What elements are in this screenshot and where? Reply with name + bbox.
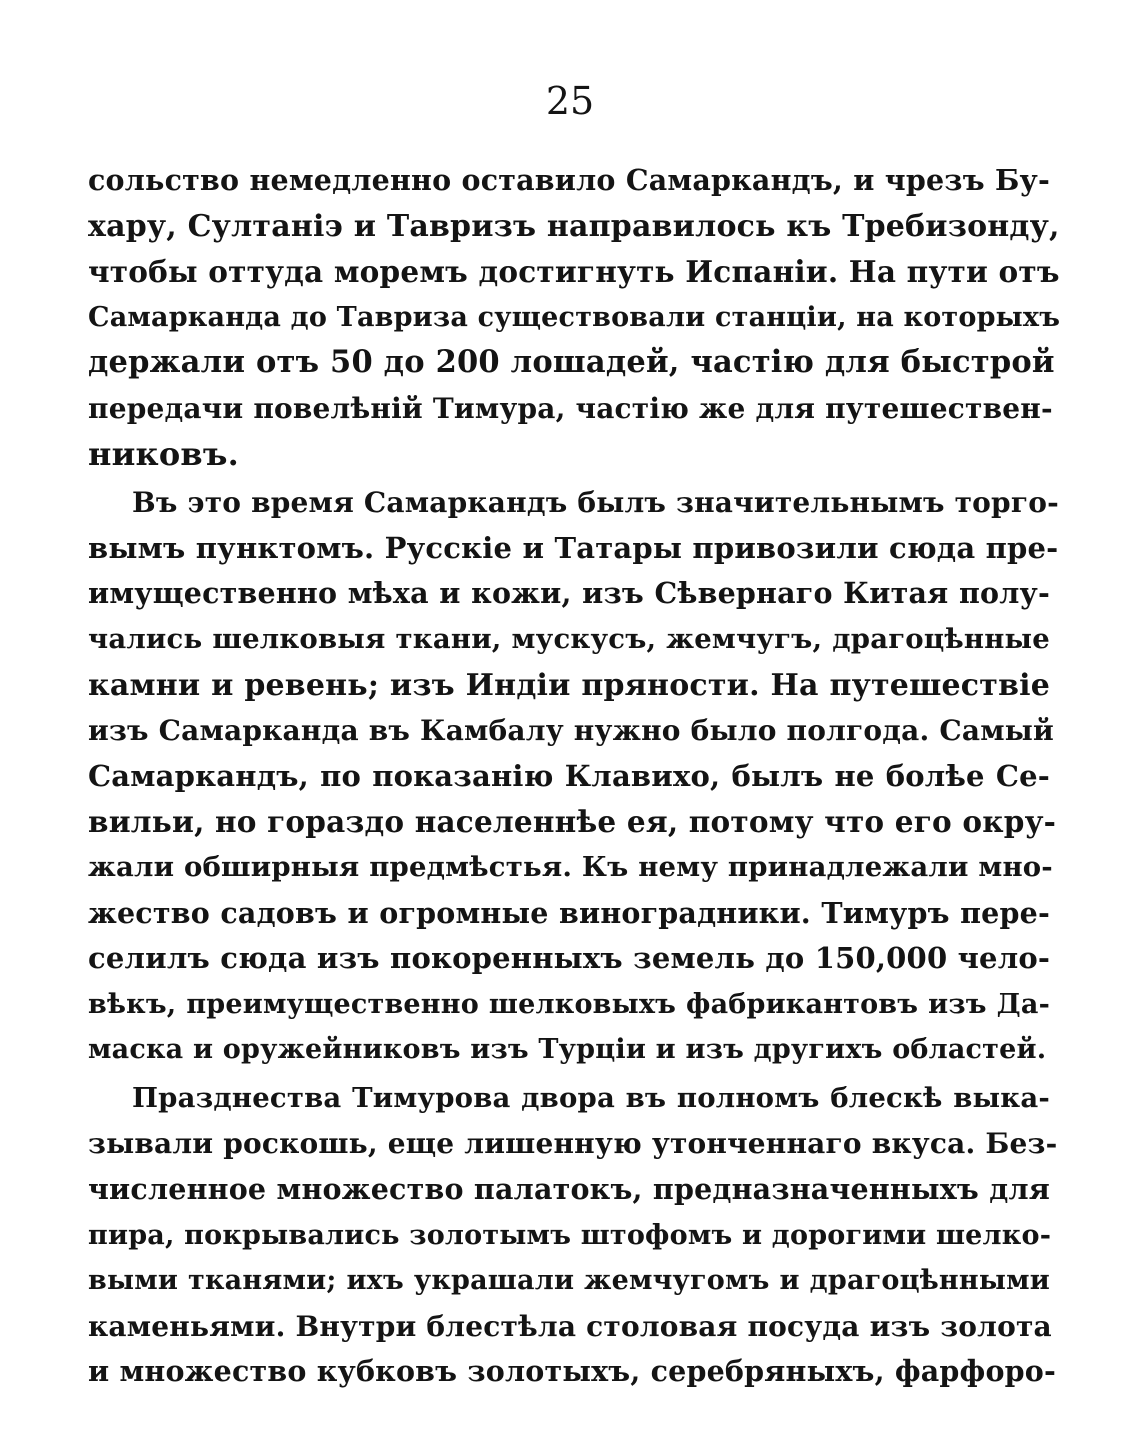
text-line: вымъ пунктомъ. Русскіе и Татары привозили сюда пре- bbox=[88, 530, 1059, 565]
text-line: пира, покрывались золотымъ штофомъ и дорогими шелко- bbox=[88, 1219, 1052, 1251]
text-line: выми тканями; ихъ украшали жемчугомъ и драгоцѣнными bbox=[88, 1265, 1050, 1297]
text-line: зывали роскошь, еще лишенную утонченнаго вкуса. Без- bbox=[88, 1127, 1058, 1161]
text-line: селилъ сюда изъ покоренныхъ земель до 150,000 чело- bbox=[88, 941, 1051, 976]
text-line: чтобы оттуда моремъ достигнуть Испаніи. На пути отъ bbox=[88, 254, 1060, 290]
text-line: Самарканда до Тавриза существовали станціи, на которыхъ bbox=[88, 301, 1061, 333]
text-line: жество садовъ и огромные виноградники. Тимуръ пере- bbox=[88, 895, 1050, 930]
text-line: вѣкъ, преимущественно шелковыхъ фабрикантовъ изъ Да- bbox=[88, 988, 1050, 1020]
text-line: и множество кубковъ золотыхъ, серебряныхъ, фарфоро- bbox=[88, 1354, 1057, 1389]
text-line: каменьями. Внутри блестѣла столовая посуда изъ золота bbox=[88, 1309, 1052, 1343]
text-line: хару, Султаніэ и Тавризъ направилось къ Требизонду, bbox=[88, 208, 1060, 244]
paragraph-first-line: Въ это время Самаркандъ былъ значительнымъ торго- bbox=[132, 486, 1059, 520]
body-text bbox=[88, 158, 1061, 1395]
text-line: маска и оружейниковъ изъ Турціи и изъ другихъ областей. bbox=[88, 1034, 1047, 1066]
text-line: Самаркандъ, по показанію Клавихо, былъ не болѣе Се- bbox=[88, 758, 1050, 793]
text-line: вильи, но гораздо населеннѣе ея, потому что его окру- bbox=[88, 804, 1057, 840]
text-line: никовъ. bbox=[88, 434, 239, 473]
text-line: камни и ревень; изъ Индіи пряности. На путешествіе bbox=[88, 667, 1050, 703]
page-number: 25 bbox=[545, 79, 595, 123]
paragraph-first-line: Празднества Тимурова двора въ полномъ блескѣ выка- bbox=[132, 1081, 1050, 1114]
text-line: передачи повелѣній Тимура, частію же для путешествен- bbox=[88, 391, 1053, 425]
text-line: имущественно мѣха и кожи, изъ Сѣвернаго Китая полу- bbox=[88, 576, 1050, 611]
text-line: сольство немедленно оставило Самаркандъ, и чрезъ Бу- bbox=[88, 163, 1050, 197]
text-line: жали обширныя предмѣстья. Къ нему принадлежали мно- bbox=[88, 850, 1053, 883]
text-line: изъ Самарканда въ Камбалу нужно было полгода. Самый bbox=[88, 714, 1054, 748]
text-line: численное множество палатокъ, предназначенныхъ для bbox=[88, 1172, 1050, 1207]
text-line: чались шелковыя ткани, мускусъ, жемчугъ, драгоцѣнные bbox=[88, 622, 1050, 655]
text-line: держали отъ 50 до 200 лошадей, частію для быстрой bbox=[88, 344, 1055, 381]
